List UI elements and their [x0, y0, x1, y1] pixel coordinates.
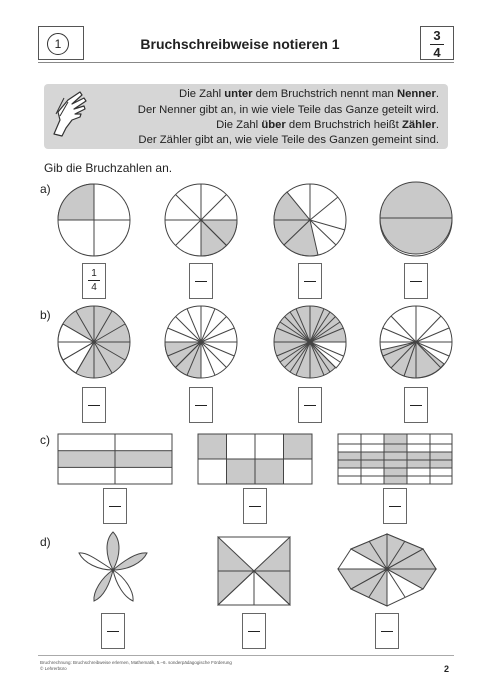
info-line-2: Der Nenner gibt an, in wie viele Teile das Ganze geteilt wird.: [137, 104, 439, 116]
footer-divider: [38, 655, 454, 656]
difficulty-numerator: 3: [433, 28, 441, 43]
hexagon-d3: [338, 534, 436, 606]
answer-box-c2[interactable]: [243, 488, 267, 524]
answer-blank: [248, 631, 260, 632]
instruction: Gib die Bruchzahlen an.: [44, 161, 173, 175]
circle-b4: [380, 306, 452, 378]
answer-blank: [304, 405, 316, 406]
worksheet-number: 1: [47, 33, 69, 55]
circle-b1: [58, 306, 130, 378]
bowtie-d2: [218, 537, 290, 605]
answer-box-c3[interactable]: [383, 488, 407, 524]
answer-blank: [195, 405, 207, 406]
answer-box-b2[interactable]: [189, 387, 213, 423]
page-title: Bruchschreibweise notieren 1: [140, 36, 340, 52]
info-line-1: Die Zahl unter dem Bruchstrich nennt man Nenner.: [179, 88, 439, 100]
answer-blank: [249, 506, 261, 507]
row-label-d: d): [40, 535, 51, 549]
answer-box-b4[interactable]: [404, 387, 428, 423]
answer-blank: [381, 631, 393, 632]
answer-denominator: 4: [91, 282, 97, 293]
answer-fraction-bar: [88, 280, 100, 281]
answer-box-a2[interactable]: [189, 263, 213, 299]
answer-box-a3[interactable]: [298, 263, 322, 299]
circle-b2: [165, 306, 237, 378]
answer-box-b3[interactable]: [298, 387, 322, 423]
answer-box-a4[interactable]: [404, 263, 428, 299]
circle-a2: [165, 184, 237, 256]
answer-blank: [107, 631, 119, 632]
footer-credits: [40, 660, 232, 672]
row-label-b: b): [40, 308, 51, 322]
answer-blank: [109, 506, 121, 507]
footer-line-2: © Lehrerbüro: [40, 666, 67, 671]
difficulty-denominator: 4: [433, 45, 441, 60]
answer-numerator: 1: [91, 268, 97, 279]
answer-box-b1[interactable]: [82, 387, 106, 423]
circle-b3: [274, 306, 346, 378]
info-line-4: Der Zähler gibt an, wie viele Teile des Ganzen gemeint sind.: [138, 134, 439, 146]
page-number: 2: [444, 664, 450, 674]
answer-blank: [410, 405, 422, 406]
answer-box-d1[interactable]: [101, 613, 125, 649]
answer-blank: [389, 506, 401, 507]
flower-d1: [79, 532, 147, 601]
rect-c3: [338, 434, 452, 484]
answer-blank: [88, 405, 100, 406]
answer-blank: [195, 281, 207, 282]
answer-box-a1[interactable]: [82, 263, 106, 299]
rect-c1: [58, 434, 172, 484]
circle-a1: [58, 184, 130, 256]
row-label-a: a): [40, 182, 51, 196]
rect-c2: [198, 434, 312, 484]
answer-box-d3[interactable]: [375, 613, 399, 649]
answer-box-d2[interactable]: [242, 613, 266, 649]
row-label-c: c): [40, 433, 50, 447]
answer-blank: [410, 281, 422, 282]
answer-blank: [304, 281, 316, 282]
answer-box-c1[interactable]: [103, 488, 127, 524]
footer-line-1: Bruchrechnung: Bruchschreibweise erlernen, Mathematik, 5.–6. sonderpädagogische Förderung: [40, 660, 232, 665]
circle-a4: [380, 182, 452, 256]
circle-a3: [274, 184, 346, 256]
info-line-3: Die Zahl über dem Bruchstrich heißt Zähler.: [216, 119, 439, 131]
